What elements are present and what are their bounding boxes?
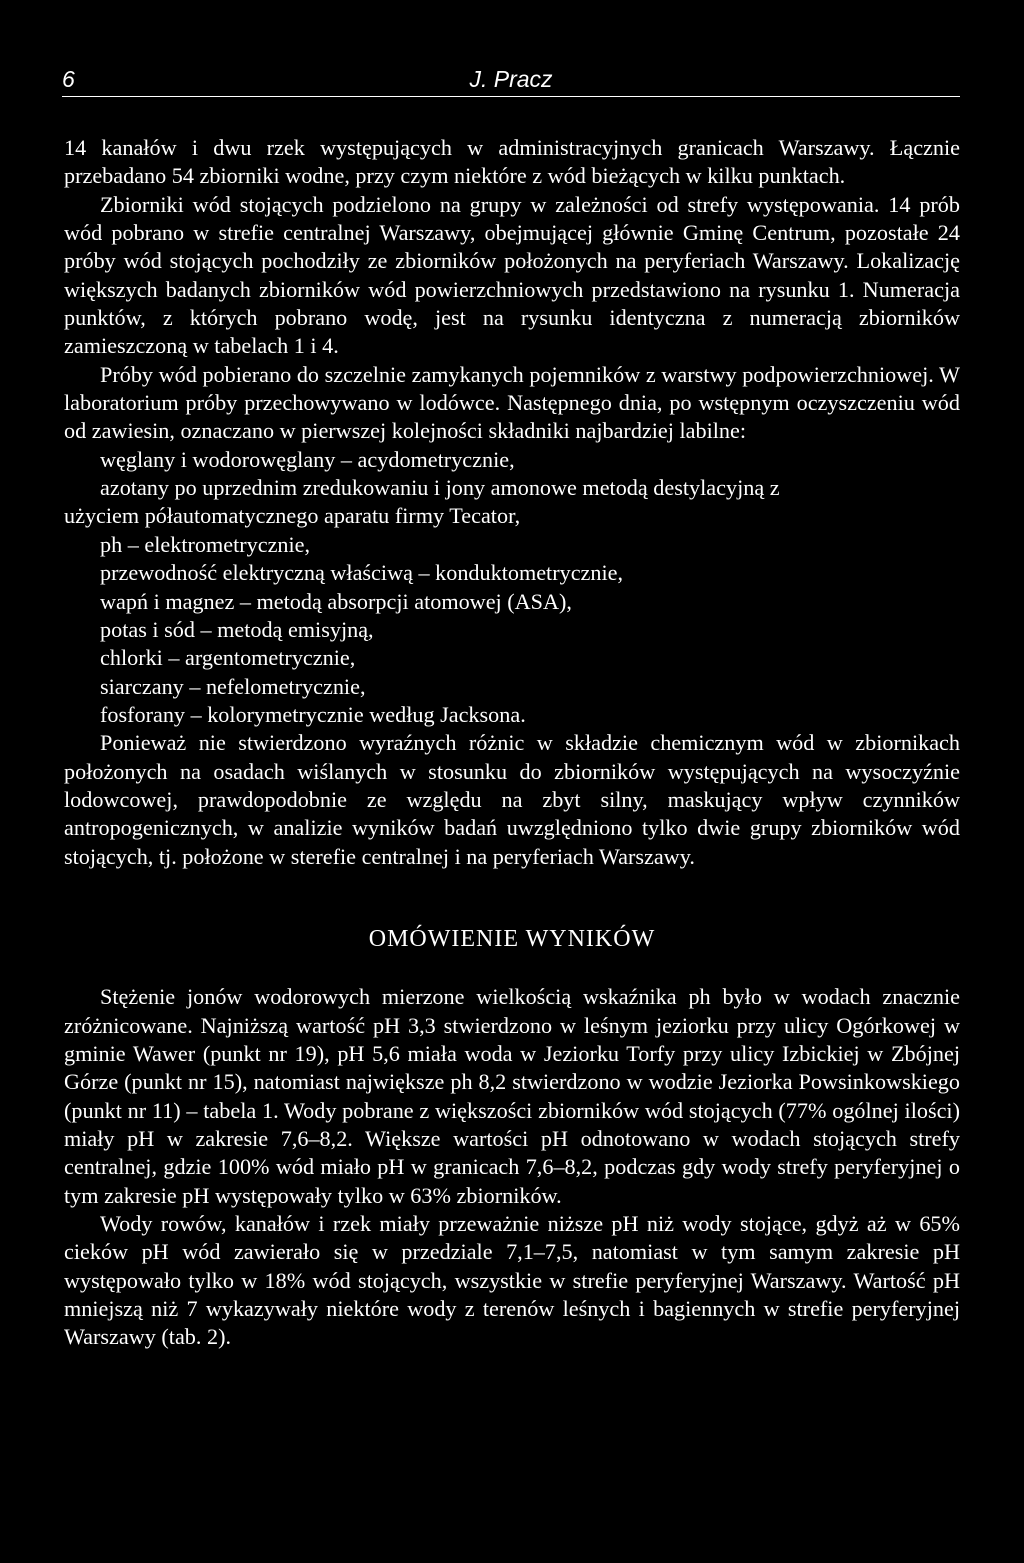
section-heading: OMÓWIENIE WYNIKÓW — [368, 925, 656, 952]
list-item: ph – elektrometrycznie, — [100, 531, 311, 557]
list-item: potas i sód – metodą emisyjną, — [100, 616, 374, 642]
paragraph: Ponieważ nie stwierdzono wyraźnych różnic w składzie chemicznym wód w zbiornikach położonych na osadach wiślanych w stosunku do zbiorników występujących na wysoczyźnie lodowcowej, prawdopodobnie ze względu na zbyt silny, maskujący wpływ czynników antropogenicznych, w analizie wyników badań uwzględniono tylko dwie grupy zbiorników wód stojących, tj. położone w sterefie centralnej i na peryferiach Warszawy. — [64, 730, 960, 869]
page-number: 6 — [62, 66, 75, 92]
intro-paragraphs — [64, 134, 960, 446]
body-text — [64, 134, 960, 1352]
paragraph: Wody rowów, kanałów i rzek miały przeważnie niższe pH niż wody stojące, gdyż aż w 65% cieków pH wód zawierało się w przedziale 7,1–7,5, natomiast w tym samym zakresie pH występowało tylko w 18% wód stojących, wszystkie w strefie peryferyjnej Warszawy. Wartość pH mniejszą niż 7 wykazywały niektóre wody z terenów leśnych i bagiennych w strefie peryferyjnej Warszawy (tab. 2). — [64, 1211, 960, 1350]
paragraph: Próby wód pobierano do szczelnie zamykanych pojemników z warstwy podpowierzchniowej. W laboratorium próby przechowywano w lodówce. Następnego dnia, po wstępnym oczyszczeniu wód od zawiesin, oznaczano w pierwszej kolejności składniki najbardziej labilne: — [64, 361, 960, 444]
list-item: wapń i magnez – metodą absorpcji atomowej (ASA), — [100, 588, 572, 614]
results-paragraphs — [64, 983, 960, 1351]
discussion-paragraphs — [64, 729, 960, 871]
list-item: użyciem półautomatycznego aparatu firmy Tecator, — [64, 503, 521, 529]
running-head — [62, 60, 960, 97]
list-item: przewodność elektryczną właściwą – konduktometrycznie, — [100, 560, 624, 586]
list-item: węglany i wodorowęglany – acydometrycznie, — [100, 446, 515, 472]
list-item: azotany po uprzednim zredukowaniu i jony amonowe metodą destylacyjną z — [100, 475, 780, 501]
paragraph: Zbiorniki wód stojących podzielono na grupy w zależności od strefy występowania. 14 prób wód pobrano w strefie centralnej Warszawy, obejmującej głównie Gminę Centrum, pozostałe 24 próby wód stojących pochodziły ze zbiorników położonych na peryferiach Warszawy. Lokalizację większych badanych zbiorników wód powierzchniowych przedstawiono na rysunku 1. Numeracja punktów, z których pobrano wodę, jest na rysunku identyczna z numeracją zbiorników zamieszczoną w tabelach 1 i 4. — [64, 191, 960, 359]
paragraph: 14 kanałów i dwu rzek występujących w administracyjnych granicach Warszawy. Łącznie przebadano 54 zbiorniki wodne, przy czym niektóre z wód bieżących w kilku punktach. — [64, 135, 960, 189]
methods-list — [64, 446, 960, 729]
running-title: J. Pracz — [469, 66, 553, 92]
list-item: siarczany – nefelometrycznie, — [100, 673, 366, 699]
list-item: fosforany – kolorymetrycznie według Jacksona. — [100, 701, 526, 727]
list-item: chlorki – argentometrycznie, — [100, 645, 356, 671]
paragraph: Stężenie jonów wodorowych mierzone wielkością wskaźnika ph było w wodach znacznie zróżnicowane. Najniższą wartość pH 3,3 stwierdzono w leśnym jeziorku przy ulicy Ogórkowej w gminie Wawer (punkt nr 19), pH 5,6 miała woda w Jeziorku Torfy przy ulicy Izbickiej w Zbójnej Górze (punkt nr 15), natomiast największe ph 8,2 stwierdzono w wodzie Jeziorka Powsinkowskiego (punkt nr 11) – tabela 1. Wody pobrane z większości zbiorników wód stojących (77% ogólnej ilości) miały pH w zakresie 7,6–8,2. Większe wartości pH odnotowano w wodach stojących strefy centralnej, gdzie 100% wód miało pH w granicach 7,6–8,2, podczas gdy wody strefy peryferyjnej o tym zakresie pH występowały tylko w 63% zbiorników. — [64, 984, 960, 1208]
